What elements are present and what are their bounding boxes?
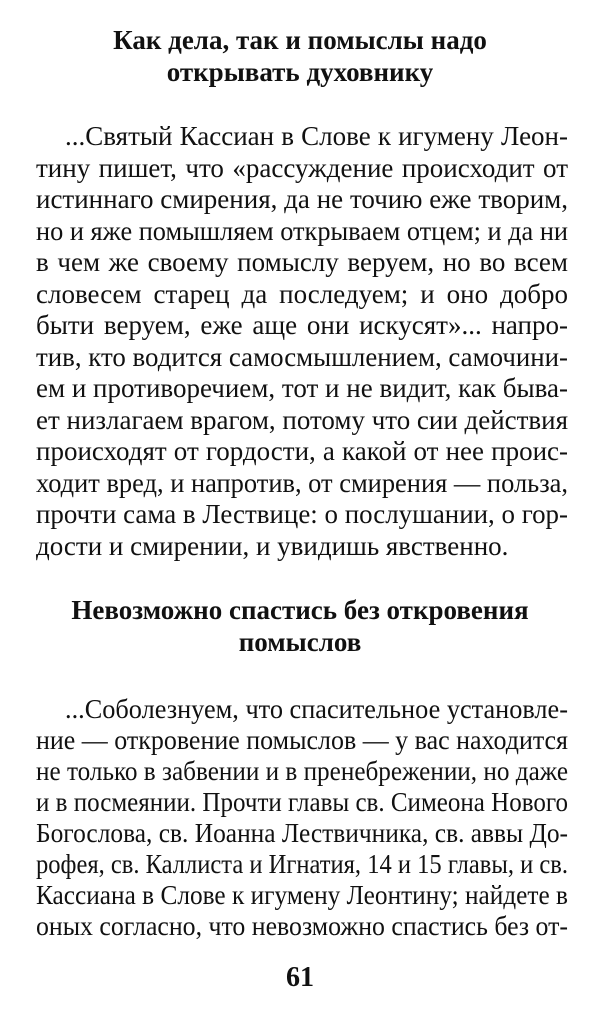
heading-line: Как дела, так и помыслы надо <box>113 25 487 55</box>
paragraph-1 <box>36 121 568 562</box>
heading-line: помыслов <box>238 627 362 657</box>
text-line: истиннаго смирения, да не точию еже творим, <box>36 184 568 214</box>
text-line: ние — откровение помыслов — у вас находится <box>36 725 568 755</box>
page-number: 61 <box>286 962 314 993</box>
heading-line: открывать духовнику <box>166 57 434 87</box>
text-line: дости и смирении, и увидишь явственно. <box>36 530 509 561</box>
text-line: рофея, св. Каллиста и Игнатия, 14 и 15 главы, и св. <box>36 849 568 879</box>
text-line: происходят от гордости, а какой от нее проис- <box>36 436 568 466</box>
text-line: ем и противоречием, тот и не видит, как быва- <box>36 373 568 403</box>
text-line: ...Соболезнуем, что спасительное установле- <box>64 694 568 724</box>
heading-line: Невозможно спастись без откровения <box>71 595 529 625</box>
text-line: быти веруем, еже аще они искусят»... напро- <box>36 310 568 340</box>
text-line: оных согласно, что невозможно спастись без от- <box>36 911 568 941</box>
section-heading-1 <box>0 24 600 88</box>
text-line: ет низлагаем врагом, потому что сии действия <box>36 404 568 435</box>
text-line: в чем же своему помыслу веруем, но во всем <box>36 247 568 277</box>
text-line: ходит вред, и напротив, от смирения — польза, <box>36 467 568 498</box>
text-line: но и яже помышляем открываем отцем; и да ни <box>36 215 568 246</box>
section-heading-2 <box>0 594 600 658</box>
text-line: ...Святый Кассиан в Слове к игумену Леон- <box>65 121 568 151</box>
text-line: Богослова, св. Иоанна Лествичника, св. аввы До- <box>36 818 568 848</box>
text-line: тину пишет, что «рассуждение происходит от <box>36 152 568 183</box>
text-line: Кассиана в Слове к игумену Леонтину; найдете в <box>36 880 568 910</box>
paragraph-2 <box>36 694 568 942</box>
text-line: и в посмеянии. Прочти главы св. Симеона Нового <box>36 787 568 817</box>
text-line: прочти сама в Лествице: о послушании, о гор- <box>36 499 568 529</box>
text-line: не только в забвении и в пренебрежении, но даже <box>36 756 568 786</box>
text-line: словесем старец да последуем; и оно добро <box>36 278 568 309</box>
text-line: тив, кто водится самосмышлением, самочини- <box>36 341 568 372</box>
